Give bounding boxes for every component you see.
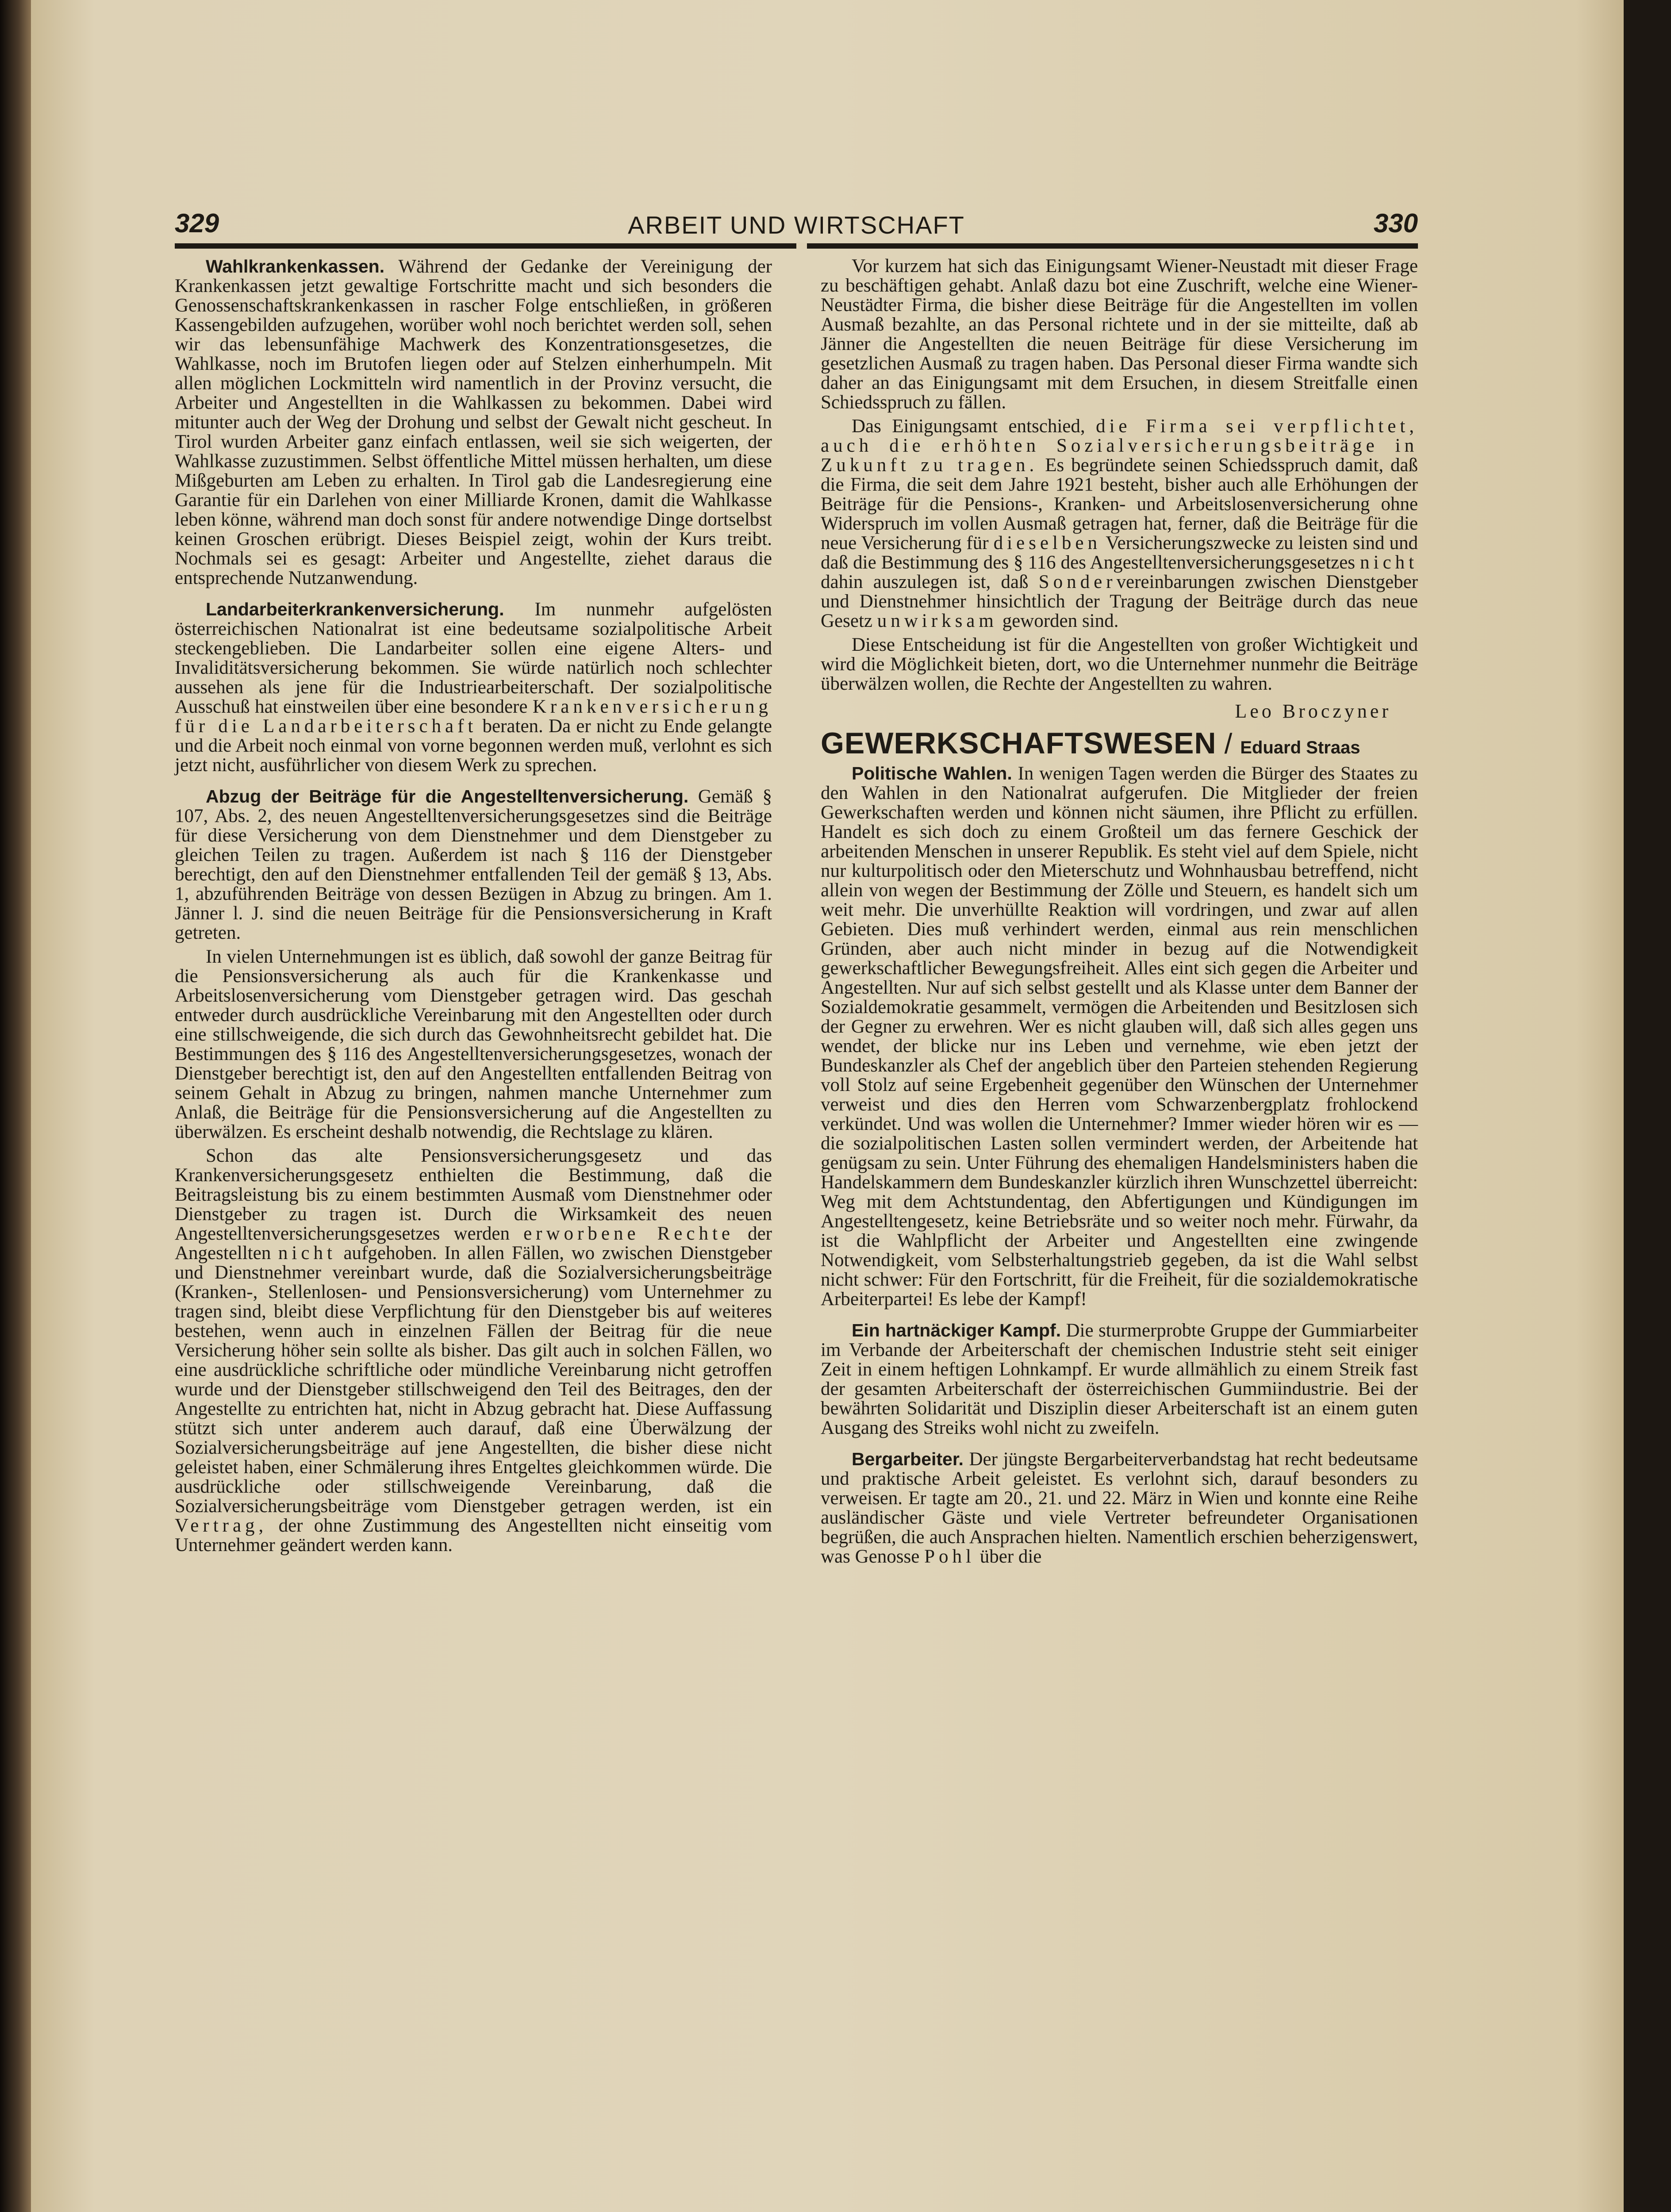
journal-title: ARBEIT UND WIRTSCHAFT bbox=[628, 211, 965, 239]
page-header bbox=[175, 208, 1418, 243]
header-rule bbox=[175, 243, 1418, 249]
section-title: GEWERKSCHAFTSWESEN bbox=[821, 726, 1217, 760]
paragraph: Ein hartnäckiger Kampf. Die sturmerprobte Gruppe der Gummiarbeiter im Verbande der Arbeiterschaft der chemischen Industrie steht seit einiger Zeit in einem heftigen Lohnkampf. Er wurde allmählich zu einem Streik fast der gesamten Arbeiterschaft der österreichischen Gummiindustrie. Bei der bewährten Solidarität und Disziplin dieser Arbeiterschaft ist an einem guten Ausgang des Streiks wohl nicht zu zweifeln. bbox=[821, 1320, 1418, 1438]
subheading: Ein hartnäckiger Kampf. bbox=[852, 1320, 1061, 1340]
paragraph: Wahlkrankenkassen. Während der Gedanke der Vereinigung der Krankenkassen jetzt gewaltige Fortschritte macht und sich besonders die Genossenschaftskrankenkassen in rascher Folge entschließen, in größeren Kassengebilden aufzugehen, worüber wohl noch berichtet werden soll, sehen wir das lebensunfähige Machwerk des Konzentrationsgesetzes, die Wahlkasse, noch im Brutofen liegen oder auf Stelzen einherhumpeln. Mit allen möglichen Lockmitteln wird namentlich in der Provinz versucht, die Arbeiter und Angestellten in die Wahlkassen zu bekommen. Dabei wird mitunter auch der Weg der Drohung und selbst der Gewalt nicht gescheut. In Tirol wurden Arbeiter ganz einfach entlassen, weil sie sich weigerten, der Wahlkasse zuzustimmen. Selbst öffentliche Mittel müssen herhalten, um diese Mißgeburten am Leben zu erhalten. In Tirol gab die Landesregierung eine Garantie für ein Darlehen von einer Milliarde Kronen, damit die Wahlkasse leben könne, während man doch sonst für andere notwendige Dinge dortselbst keinen Groschen erübrigt. Dieses Beispiel zeigt, wohin der Kurs treibt. Nochmals sei es gesagt: Arbeiter und Angestellte, ziehet daraus die entsprechende Nutzanwendung. bbox=[175, 256, 772, 588]
page-number-right: 330 bbox=[1373, 208, 1418, 238]
paragraph: In vielen Unternehmungen ist es üblich, daß sowohl der ganze Beitrag für die Pensionsversicherung als auch für die Krankenkasse und Arbeitslosenversicherung vom Dienstgeber getragen wird. Das geschah entweder durch ausdrückliche Vereinbarung mit den Angestellten oder durch eine stillschweigende, die sich durch das Gewohnheitsrecht gebildet hat. Die Bestimmungen des § 116 des Angestelltenversicherungsgesetzes, wonach der Dienstgeber berechtigt ist, den auf den Angestellten entfallenden Beitrag von seinem Gehalt in Abzug zu bringen, nahmen manche Unternehmer zum Anlaß, die Beiträge für die Pensionsversicherung auf die Angestellten zu überwälzen. Es erscheint deshalb notwendig, die Rechtslage zu klären. bbox=[175, 946, 772, 1142]
page-number-left: 329 bbox=[175, 208, 219, 238]
paragraph: Schon das alte Pensionsversicherungsgesetz und das Krankenversicherungsgesetz enthielten die Bestimmung, daß die Beitragsleistung bis zu einem bestimmten Ausmaß vom Dienstnehmer oder Dienstgeber zu tragen ist. Durch die Wirksamkeit des neuen Angestelltenversicherungsgesetzes werden erworbene Rechte der Angestellten nicht aufgehoben. In allen Fällen, wo zwischen Dienstgeber und Dienstnehmer vereinbart wurde, daß die Sozialversicherungsbeiträge (Kranken-, Stellenlosen- und Pensionsversicherung) vom Unternehmer zu tragen sind, bleibt diese Verpflichtung für den Dienstgeber bis auf weiteres bestehen, wenn auch in einzelnen Fällen der Beitrag für die neue Versicherung höher sein sollte als bisher. Das gilt auch in solchen Fällen, wo eine ausdrückliche schriftliche oder mündliche Vereinbarung nicht getroffen wurde und der Dienstgeber stillschweigend den Teil des Beitrages, den der Angestellte zu entrichten hat, nicht in Abzug gebracht hat. Diese Auffassung stützt sich unter anderem auch darauf, daß eine Überwälzung der Sozialversicherungsbeiträge auf jene Angestellten, die bisher diese nicht geleistet haben, einer Schmälerung ihres Entgeltes gleichkommen würde. Die ausdrückliche oder stillschweigende Vereinbarung, daß die Sozialversicherungsbeiträge vom Dienstgeber getragen werden, ist ein Vertrag, der ohne Zustimmung des Angestellten nicht einseitig vom Unternehmer geändert werden kann. bbox=[175, 1145, 772, 1555]
section-heading bbox=[821, 726, 1418, 760]
paragraph: Politische Wahlen. In wenigen Tagen werden die Bürger des Staates zu den Wahlen in den Nationalrat aufgerufen. Die Mitglieder der freien Gewerkschaften werden und können nicht säumen, ihre Pflicht zu erfüllen. Handelt es sich doch zu einem Großteil um das fernere Geschick der arbeitenden Menschen in unserer Republik. Es steht viel auf dem Spiele, nicht nur kulturpolitisch oder den Mieterschutz und Wohnhausbau betreffend, nicht allein von wegen der Bestimmung der Zölle und Steuern, es handelt sich um weit mehr. Die unverhüllte Reaktion will vordringen, und zwar auf allen Gebieten. Dies muß verhindert werden, einmal aus rein menschlichen Gründen, aber auch nicht minder in bezug auf die Notwendigkeit gewerkschaftlicher Bewegungsfreiheit. Alles eint sich gegen die Arbeiter und Angestellten. Nur auf sich selbst gestellt und als Klasse unter dem Banner der Sozialdemokratie gesammelt, vermögen die Arbeitenden und Besitzlosen sich der Gegner zu erwehren. Wer es nicht glauben will, daß sich alles gegen uns wendet, der blicke nur ins Leben und vernehme, wie eben jetzt der Bundeskanzler als Chef der angeblich über den Parteien stehenden Regierung voll Stolz auf seine Ergebenheit gegenüber den Wünschen der Unternehmer verweist und dies den Herren vom Schwarzenbergplatz frohlockend verkündet. Und was wollen die Unternehmer? Immer wieder hören wir es — die sozialpolitischen Lasten sollen vermindert werden, der Arbeitende hat genügsam zu sein. Unter Führung des ehemaligen Handelsministers haben die Handelskammern dem Bundeskanzler kürzlich ihren Wunschzettel überreicht: Weg mit dem Achtstundentag, den Abfertigungen und Kündigungen im Angestelltengesetz, keine Betriebsräte und so weiter noch mehr. Fürwahr, da ist die Wahlpflicht der Arbeiter und Angestellten eine zwingende Notwendigkeit, vom Selbsterhaltungstrieb gegeben, da ist die Wahl selbst nicht schwer: Für den Fortschritt, für die Freiheit, für die sozialdemokratische Arbeiterpartei! Es lebe der Kampf! bbox=[821, 763, 1418, 1310]
paragraph: Vor kurzem hat sich das Einigungsamt Wiener-Neustadt mit dieser Frage zu beschäftigen gehabt. Anlaß dazu bot eine Zuschrift, welche eine Wiener-Neustädter Firma, die bisher diese Beiträge für die Angestellten im vollen Ausmaß bezahlte, an das Personal richtete und in der sie mitteilte, daß ab Jänner die Angestellten die neuen Beiträge für diese Versicherung im gesetzlichen Ausmaß zu tragen haben. Das Personal dieser Firma wandte sich daher an das Einigungsamt mit dem Ersuchen, in diesem Streitfalle einen Schiedsspruch zu fällen. bbox=[821, 256, 1418, 413]
subheading: Abzug der Beiträge für die Angestelltenversicherung. bbox=[206, 786, 689, 806]
left-column bbox=[175, 257, 772, 1559]
paragraph: Landarbeiterkrankenversicherung. Im nunmehr aufgelösten österreichischen Nationalrat ist eine bedeutsame sozialpolitische Arbeit steckengeblieben. Die Landarbeiter sollen eine eigene Alters- und Invaliditätsversicherung bekommen. Sie würde natürlich noch schlechter aussehen als jene für die Industriearbeiterschaft. Der sozialpolitische Ausschuß hat einstweilen über eine besondere Krankenversicherung für die Landarbeiterschaft beraten. Da er nicht zu Ende gelangte und die Arbeit noch einmal von vorne begonnen werden muß, verlohnt es sich jetzt nicht, ausführlicher von diesem Werk zu sprechen. bbox=[175, 599, 772, 776]
paragraph: Bergarbeiter. Der jüngste Bergarbeiterverbandstag hat recht bedeutsame und praktische Arbeit geleistet. Es verlohnt sich, darauf besonders zu verweisen. Er tagte am 20., 21. und 22. März in Wien und konnte eine Reihe ausländischer Gäste und viele Vertreter befreundeter Organisationen begrüßen, die auch Ansprachen hielten. Namentlich erschien beherzigenswert, was Genosse Pohl über die bbox=[821, 1449, 1418, 1567]
paragraph: Das Einigungsamt entschied, die Firma sei verpflichtet, auch die erhöhten Sozialversicherungsbeiträge in Zukunft zu tragen. Es begründete seinen Schiedsspruch damit, daß die Firma, die seit dem Jahre 1921 besteht, bisher auch alle Erhöhungen der Beiträge für die Pensions-, Kranken- und Arbeitslosenversicherung ohne Widerspruch im vollen Ausmaß getragen hat, ferner, daß die Beiträge für die neue Versicherung für dieselben Versicherungszwecke zu leisten sind und daß die Bestimmung des § 116 des Angestelltenversicherungsgesetzes nicht dahin auszulegen ist, daß Sondervereinbarungen zwischen Dienstgeber und Dienstnehmer hinsichtlich der Tragung der Beiträge durch das neue Gesetz unwirksam geworden sind. bbox=[821, 416, 1418, 631]
section-separator: / bbox=[1224, 728, 1233, 760]
subheading: Landarbeiterkrankenversicherung. bbox=[206, 599, 504, 619]
subheading: Wahlkrankenkassen. bbox=[206, 256, 385, 276]
book-spine bbox=[0, 0, 31, 2212]
author-signature: Leo Broczyner bbox=[1235, 700, 1391, 722]
section-author: Eduard Straas bbox=[1240, 738, 1360, 757]
subheading: Bergarbeiter. bbox=[852, 1449, 964, 1469]
subheading: Politische Wahlen. bbox=[852, 763, 1012, 783]
paragraph: Diese Entscheidung ist für die Angestellten von großer Wichtigkeit und wird die Möglichkeit bieten, dort, wo die Unternehmer nunmehr die Beiträge überwälzen wollen, die Rechte der Angestellten zu wahren. bbox=[821, 634, 1418, 694]
right-column bbox=[821, 257, 1418, 1571]
paragraph: Abzug der Beiträge für die Angestelltenversicherung. Gemäß § 107, Abs. 2, des neuen Angestelltenversicherungsgesetzes sind die Beiträge für diese Versicherung von dem Dienstnehmer und dem Dienstgeber zu gleichen Teilen zu tragen. Außerdem ist nach § 116 der Dienstgeber berechtigt, den auf den Dienstnehmer entfallenden Teil der gemäß § 13, Abs. 1, abzuführenden Beiträge von dessen Bezügen in Abzug zu bringen. Am 1. Jänner l. J. sind die neuen Beiträge für die Pensionsversicherung in Kraft getreten. bbox=[175, 786, 772, 943]
